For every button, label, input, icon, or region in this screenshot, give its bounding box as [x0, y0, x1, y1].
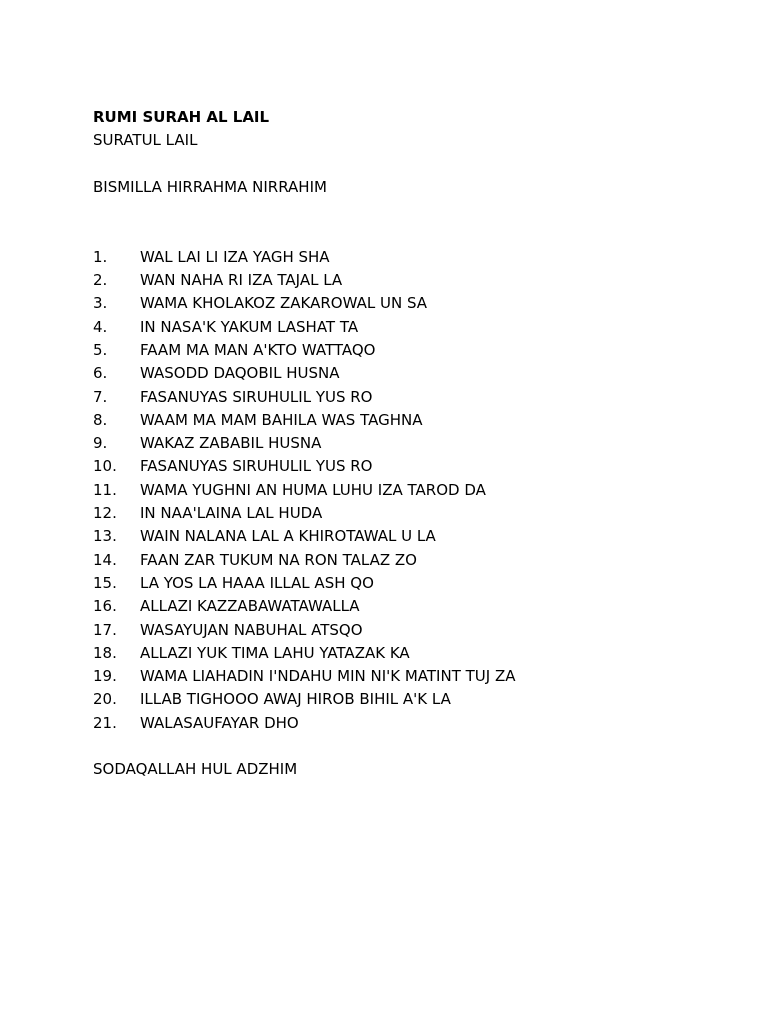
verse-item	[93, 642, 733, 665]
spacer	[93, 735, 733, 758]
closing-line: SODAQALLAH HUL ADZHIM	[93, 760, 298, 779]
verse-text: WAKAZ ZABABIL HUSNA	[140, 434, 322, 453]
verse-item	[93, 595, 733, 618]
verse-item	[93, 386, 733, 409]
verse-text: FAAN ZAR TUKUM NA RON TALAZ ZO	[140, 550, 417, 569]
verse-item	[93, 339, 733, 362]
verse-item	[93, 712, 733, 735]
verse-item	[93, 572, 733, 595]
verse-text: LA YOS LA HAAA ILLAL ASH QO	[140, 573, 374, 592]
spacer	[93, 199, 733, 246]
verse-item	[93, 409, 733, 432]
verse-text: WASAYUJAN NABUHAL ATSQO	[140, 620, 363, 639]
verse-number: 5.	[93, 340, 108, 359]
document-subtitle: SURATUL LAIL	[93, 131, 198, 150]
verse-item	[93, 502, 733, 525]
verse-item	[93, 525, 733, 548]
verse-number: 19.	[93, 667, 117, 686]
verse-text: WAMA LIAHADIN I'NDAHU MIN NI'K MATINT TUJ ZA	[140, 667, 516, 686]
verse-text: WASODD DAQOBIL HUSNA	[140, 364, 340, 383]
verse-text: WAMA KHOLAKOZ ZAKAROWAL UN SA	[140, 294, 428, 313]
verse-item	[93, 246, 733, 269]
document-title: RUMI SURAH AL LAIL	[93, 108, 270, 126]
verse-number: 1.	[93, 247, 108, 266]
verse-item	[93, 269, 733, 292]
verse-text: ALLAZI YUK TIMA LAHU YATAZAK KA	[140, 643, 410, 662]
verse-item	[93, 362, 733, 385]
verse-number: 8.	[93, 410, 108, 429]
verse-text: WALASAUFAYAR DHO	[140, 713, 299, 732]
verse-number: 7.	[93, 387, 108, 406]
verse-number: 12.	[93, 504, 117, 523]
verse-item	[93, 455, 733, 478]
verse-text: ALLAZI KAZZABAWATAWALLA	[140, 597, 360, 616]
verse-text: FASANUYAS SIRUHULIL YUS RO	[140, 387, 373, 406]
verse-text: WAN NAHA RI IZA TAJAL LA	[140, 271, 343, 290]
verse-text: WAL LAI LI IZA YAGH SHA	[140, 247, 330, 266]
verse-text: IN NASA'K YAKUM LASHAT TA	[140, 317, 359, 336]
verse-item	[93, 292, 733, 315]
verse-item	[93, 316, 733, 339]
verse-item	[93, 688, 733, 711]
verse-number: 2.	[93, 271, 108, 290]
verse-text: WAMA YUGHNI AN HUMA LUHU IZA TAROD DA	[140, 480, 486, 499]
verse-item	[93, 619, 733, 642]
verse-list	[93, 246, 733, 735]
verse-item	[93, 549, 733, 572]
verse-number: 21.	[93, 713, 117, 732]
verse-text: WAAM MA MAM BAHILA WAS TAGHNA	[140, 410, 423, 429]
document-page	[93, 106, 733, 782]
verse-item	[93, 665, 733, 688]
verse-item	[93, 432, 733, 455]
verse-number: 4.	[93, 317, 108, 336]
verse-number: 20.	[93, 690, 117, 709]
verse-number: 3.	[93, 294, 108, 313]
verse-text: IN NAA'LAINA LAL HUDA	[140, 504, 323, 523]
verse-number: 13.	[93, 527, 117, 546]
verse-number: 10.	[93, 457, 117, 476]
verse-text: FASANUYAS SIRUHULIL YUS RO	[140, 457, 373, 476]
verse-number: 6.	[93, 364, 108, 383]
verse-number: 18.	[93, 643, 117, 662]
verse-text: FAAM MA MAN A'KTO WATTAQO	[140, 340, 376, 359]
verse-number: 15.	[93, 573, 117, 592]
verse-number: 14.	[93, 550, 117, 569]
verse-item	[93, 479, 733, 502]
opening-line: BISMILLA HIRRAHMA NIRRAHIM	[93, 177, 327, 196]
verse-number: 16.	[93, 597, 117, 616]
verse-text: WAIN NALANA LAL A KHIROTAWAL U LA	[140, 527, 436, 546]
verse-number: 17.	[93, 620, 117, 639]
verse-number: 9.	[93, 434, 108, 453]
verse-number: 11.	[93, 480, 117, 499]
spacer	[93, 153, 733, 176]
verse-text: ILLAB TIGHOOO AWAJ HIROB BIHIL A'K LA	[140, 690, 451, 709]
